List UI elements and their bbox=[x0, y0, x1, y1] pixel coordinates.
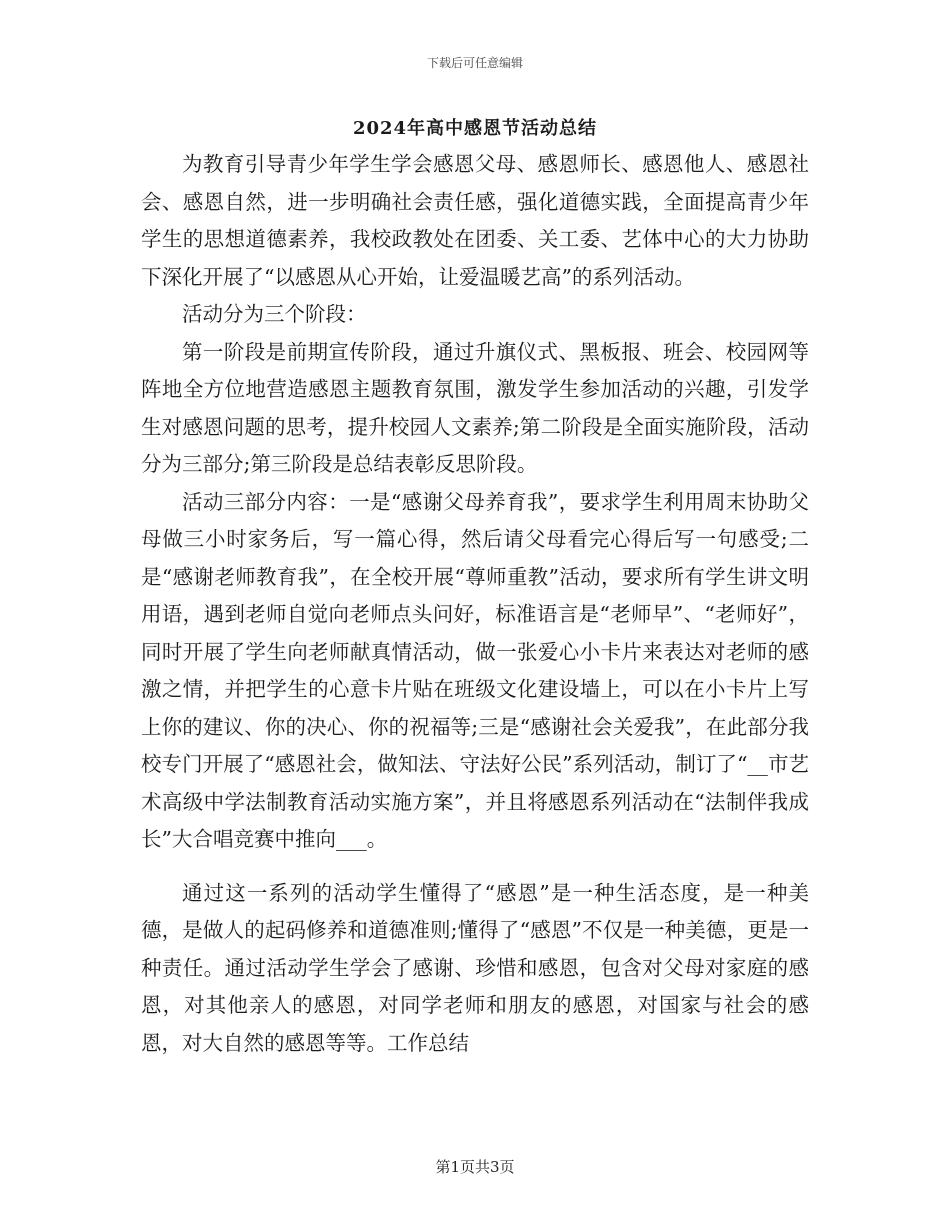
paragraph-stages: 第一阶段是前期宣传阶段，通过升旗仪式、黑板报、班会、校园网等阵地全方位地营造感恩主题教育氛围，激发学生参加活动的兴趣，引发学生对感恩问题的思考，提升校园人文素养;第二阶段是全面实施阶段，活动分为三部分;第三阶段是总结表彰反思阶段。 bbox=[141, 339, 809, 476]
paragraph-stages-heading: 活动分为三个阶段： bbox=[182, 302, 367, 326]
document-body bbox=[141, 146, 809, 1062]
paragraph-summary: 通过这一系列的活动学生懂得了“感恩”是一种生活态度，是一种美德，是做人的起码修养和道德准则;懂得了“感恩”不仅是一种美德，更是一种责任。通过活动学生学会了感谢、珍惜和感恩，包含对父母对家庭的感恩，对其他亲人的感恩，对同学老师和朋友的感恩，对国家与社会的感恩，对大自然的感恩等等。工作总结 bbox=[141, 880, 809, 1055]
document-title: 2024年高中感恩节活动总结 bbox=[352, 118, 598, 139]
header-note: 下载后可任意编辑 bbox=[426, 56, 523, 70]
page-footer: 第1页共3页 bbox=[435, 1158, 515, 1176]
paragraph-activities: 活动三部分内容：一是“感谢父母养育我”，要求学生利用周末协助父母做三小时家务后，写一篇心得，然后请父母看完心得后写一句感受;二是“感谢老师教育我”，在全校开展“尊师重教”活动，要求所有学生讲文明用语，遇到老师自觉向老师点头问好，标准语言是“老师早”、“老师好”，同时开展了学生向老师献真情活动，做一张爱心小卡片来表达对老师的感激之情，并把学生的心意卡片贴在班级文化建设墙上，可以在小卡片上写上你的建议、你的决心、你的祝福等;三是“感谢社会关爱我”，在此部分我校专门开展了“感恩社会，做知法、守法好公民”系列活动，制订了“__市艺术高级中学法制教育活动实施方案”，并且将感恩系列活动在“法制伴我成长”大合唱竞赛中推向___。 bbox=[141, 489, 809, 851]
paragraph-intro: 为教育引导青少年学生学会感恩父母、感恩师长、感恩他人、感恩社会、感恩自然，进一步明确社会责任感，强化道德实践，全面提高青少年学生的思想道德素养，我校政教处在团委、关工委、艺体中心的大力协助下深化开展了“以感恩从心开始，让爱温暖艺高”的系列活动。 bbox=[141, 152, 809, 289]
